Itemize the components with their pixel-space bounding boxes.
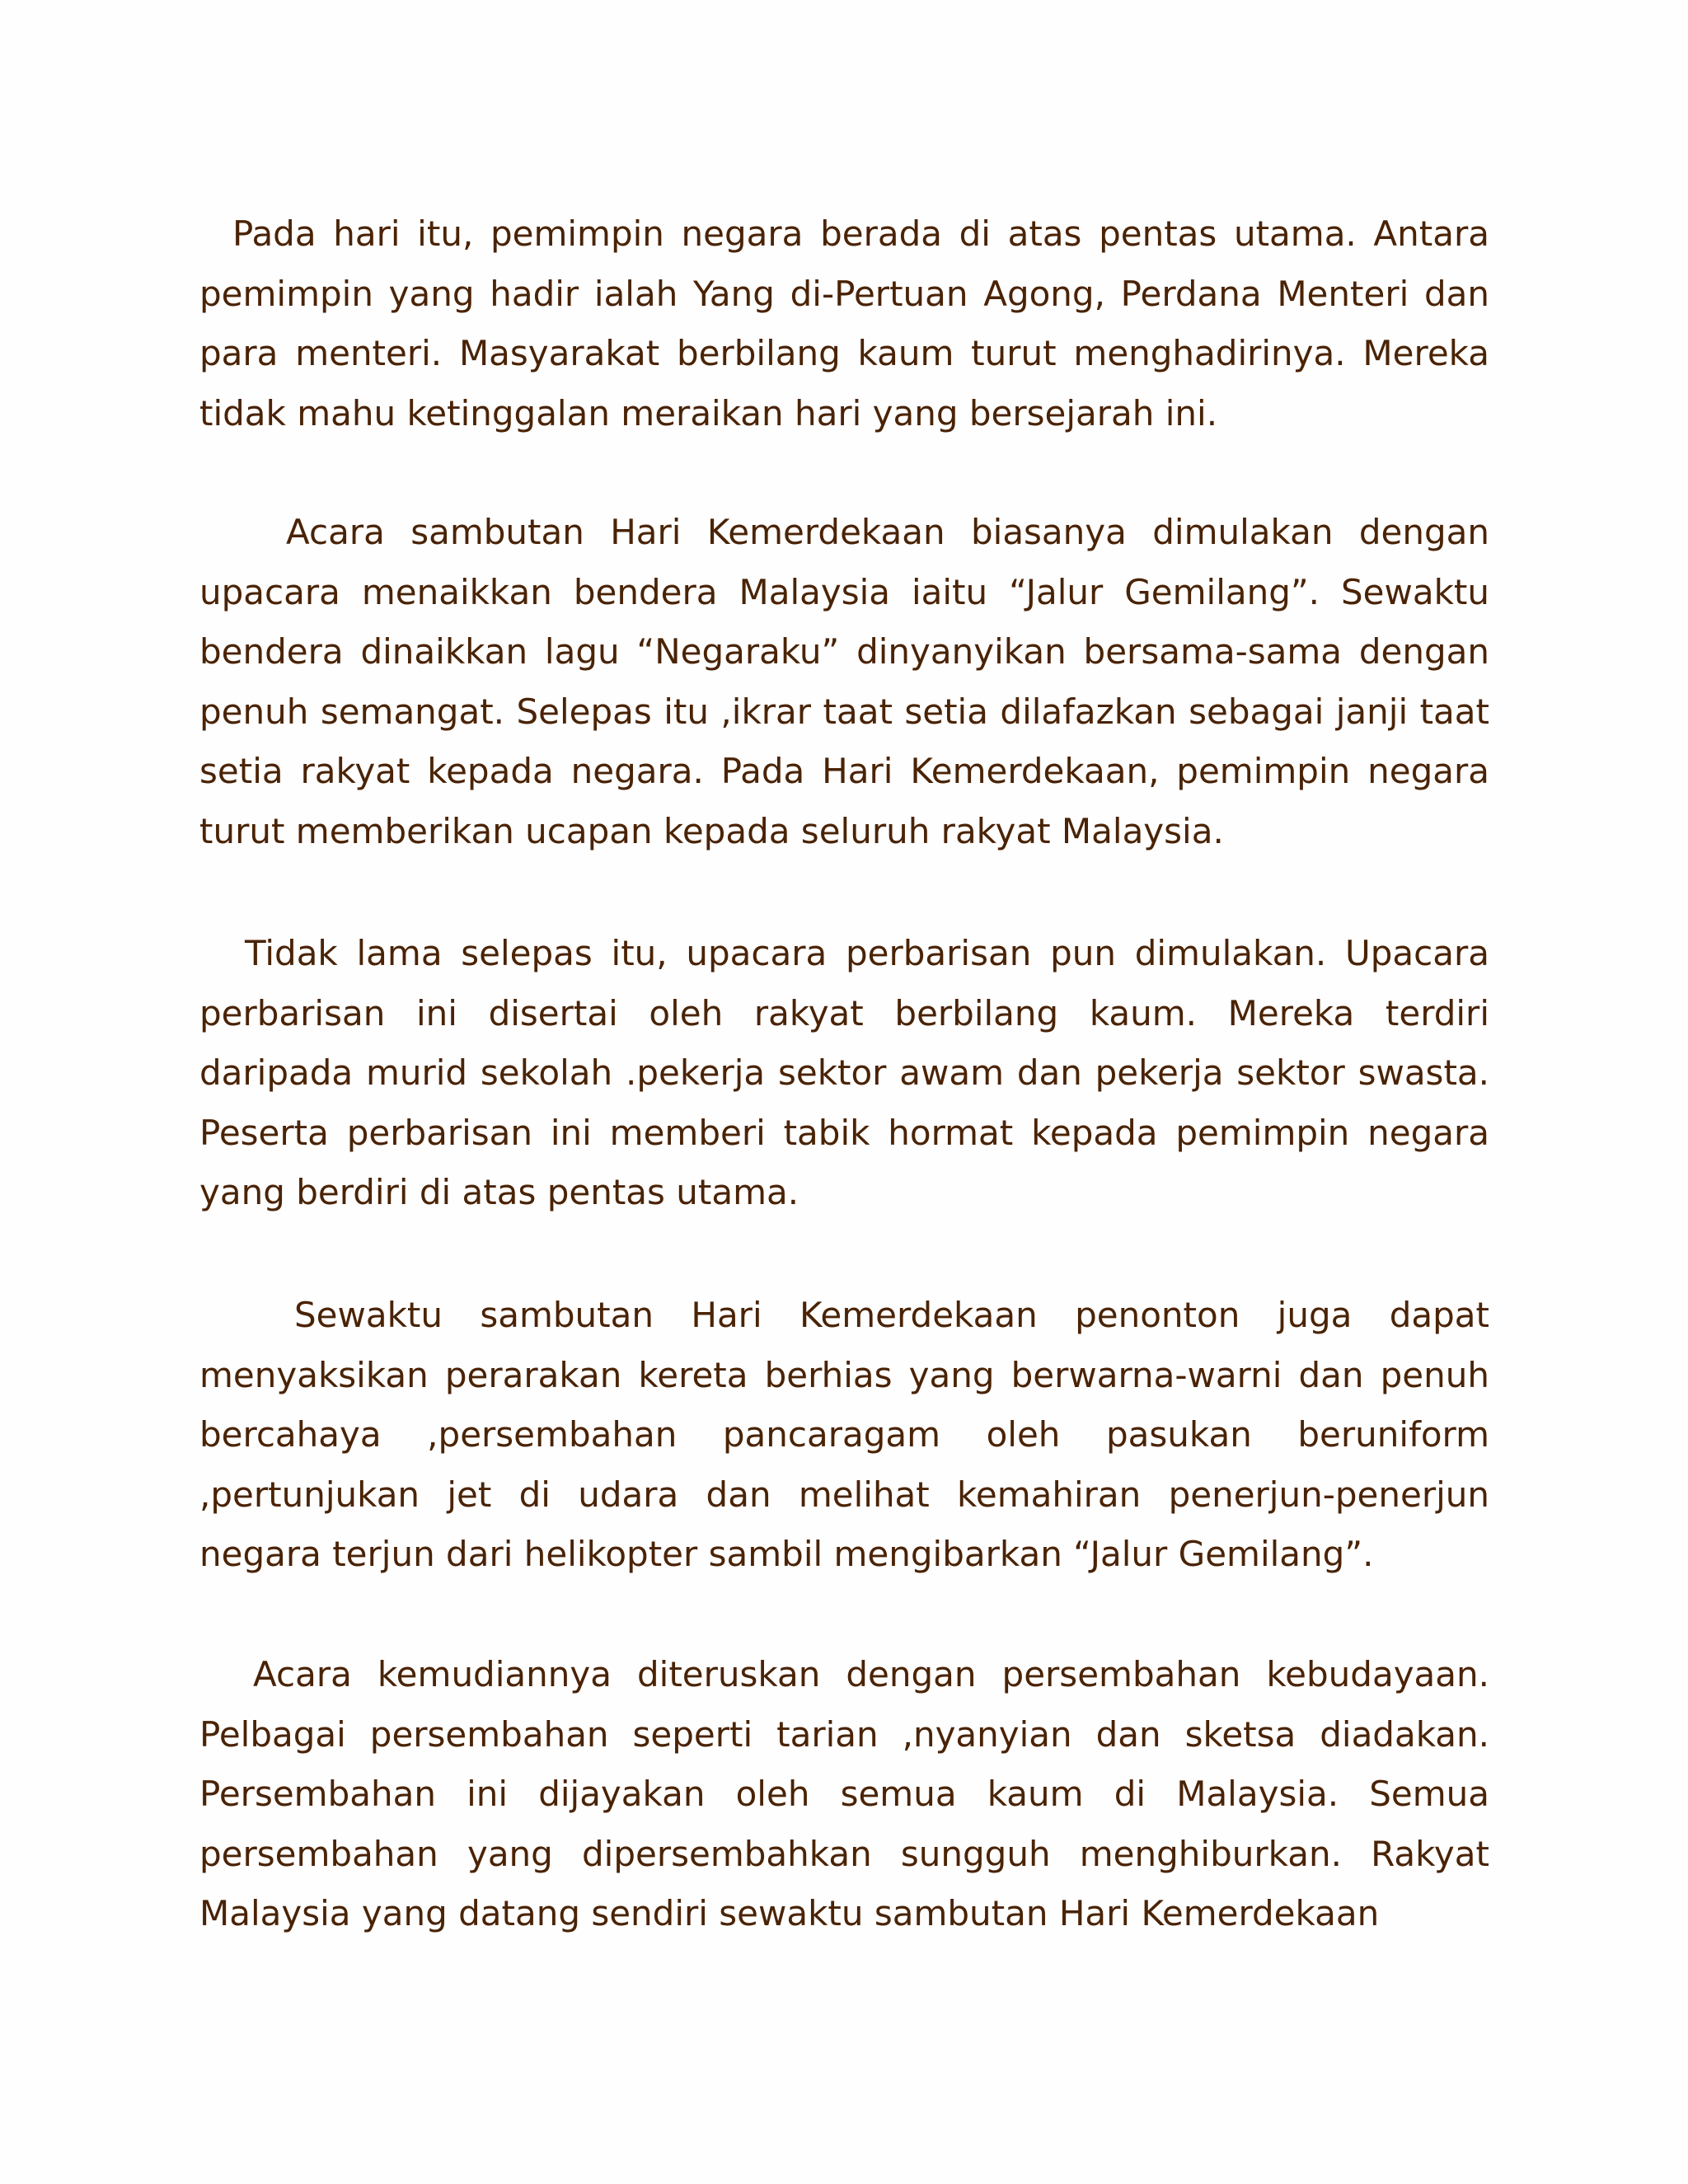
paragraph-4-text: Sewaktu sambutan Hari Kemerdekaan penonton juga dapat menyaksikan perarakan kereta berhias yang berwarna-warni dan penuh bercahaya ,persembahan pancaragam oleh pasukan beruniform ,pertunjukan jet di udara dan melihat kemahiran penerjun-penerjun negara terjun dari helikopter sambil mengibarkan “Jalur Gemilang”. (199, 1295, 1489, 1574)
paragraph-2 (199, 503, 1489, 861)
paragraph-1 (199, 204, 1489, 443)
paragraph-5-text: Acara kemudiannya diteruskan dengan persembahan kebudayaan. Pelbagai persembahan seperti tarian ,nyanyian dan sketsa diadakan. Persembahan ini dijayakan oleh semua kaum di Malaysia. Semua persembahan yang dipersembahkan sungguh menghiburkan. Rakyat Malaysia yang datang sendiri sewaktu sambutan Hari Kemerdekaan (199, 1654, 1489, 1933)
paragraph-2-text: Acara sambutan Hari Kemerdekaan biasanya dimulakan dengan upacara menaikkan bendera Malaysia iaitu “Jalur Gemilang”. Sewaktu bendera dinaikkan lagu “Negaraku” dinyanyikan bersama-sama dengan penuh semangat. Selepas itu ,ikrar taat setia dilafazkan sebagai janji taat setia rakyat kepada negara. Pada Hari Kemerdekaan, pemimpin negara turut memberikan ucapan kepada seluruh rakyat Malaysia. (199, 512, 1489, 851)
paragraph-5 (199, 1645, 1489, 1944)
paragraph-3 (199, 924, 1489, 1223)
paragraph-4 (199, 1286, 1489, 1585)
paragraph-1-text: Pada hari itu, pemimpin negara berada di atas pentas utama. Antara pemimpin yang hadir ialah Yang di-Pertuan Agong, Perdana Menteri dan para menteri. Masyarakat berbilang kaum turut menghadirinya. Mereka tidak mahu ketinggalan meraikan hari yang bersejarah ini. (199, 213, 1489, 434)
paragraph-3-text: Tidak lama selepas itu, upacara perbarisan pun dimulakan. Upacara perbarisan ini disertai oleh rakyat berbilang kaum. Mereka terdiri daripada murid sekolah .pekerja sektor awam dan pekerja sektor swasta. Peserta perbarisan ini memberi tabik hormat kepada pemimpin negara yang berdiri di atas pentas utama. (199, 933, 1489, 1212)
